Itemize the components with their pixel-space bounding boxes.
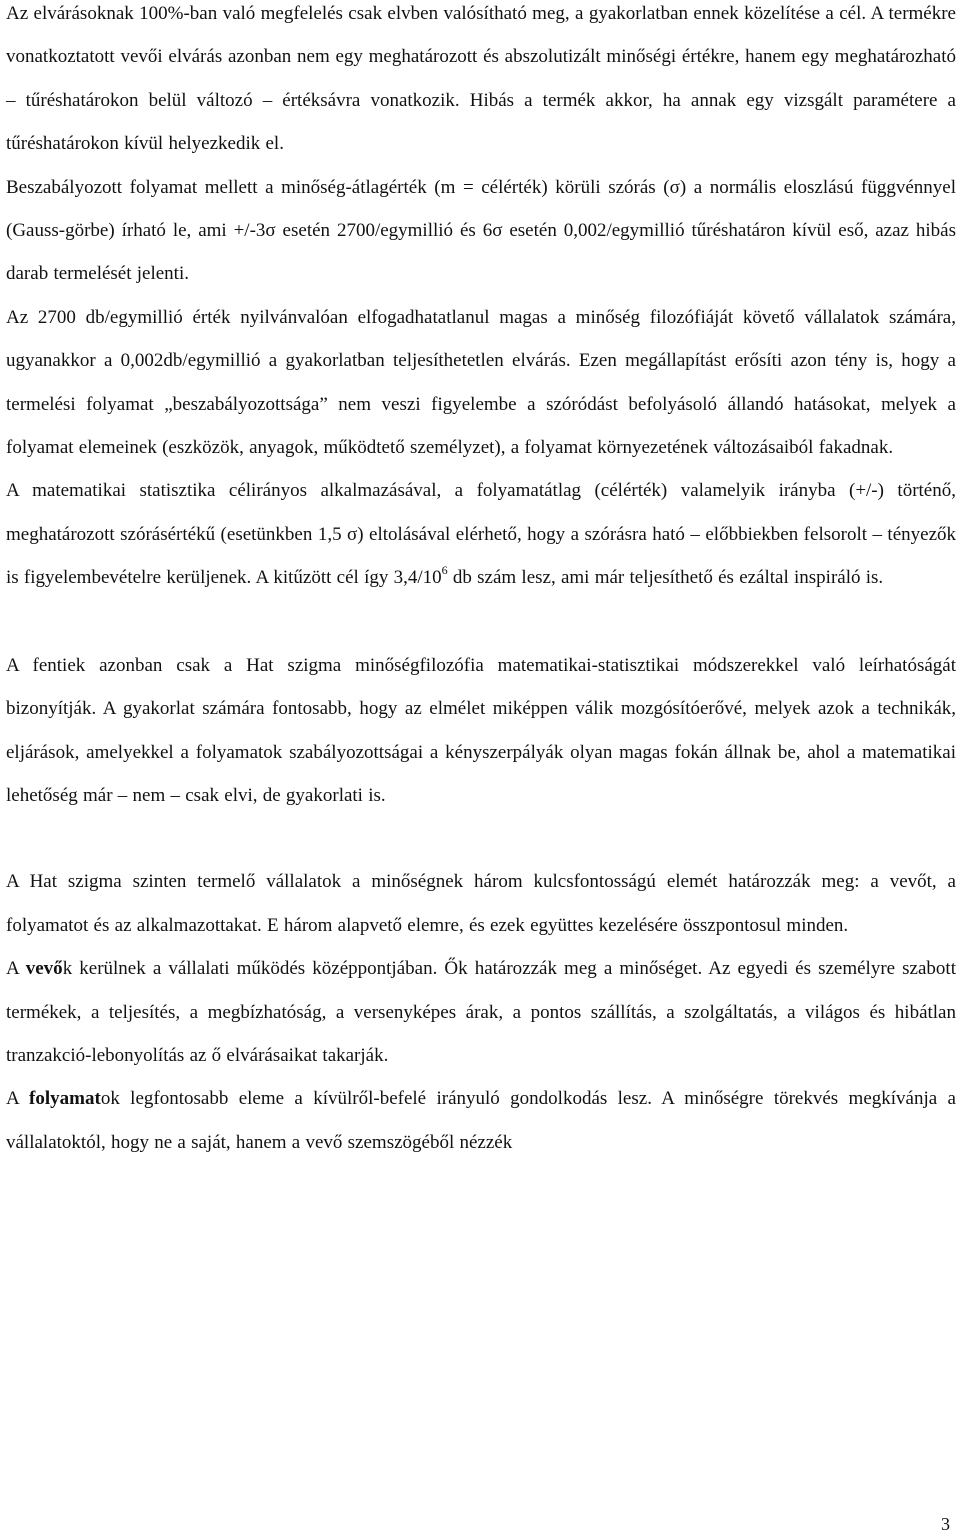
paragraph-standard-deviation: Beszabályozott folyamat mellett a minőség-átlagérték (m = célérték) körüli szórás (σ) a normális eloszlású függvénnyel (Gauss-görbe) írható le, ami +/-3σ esetén 2700/egymillió és 6σ esetén 0,002/egymillió tűréshatáron kívül eső, azaz hibás darab termelését jelenti. (6, 176, 956, 285)
document-page (6, 0, 956, 1164)
superscript-exponent: 6 (441, 563, 448, 578)
paragraph-text: A matematikai statisztika célirányos alkalmazásával, a folyamatátlag (célérték) valamelyik irányba (+/-) történő, meghatározott szórásértékű (esetünkben 1,5 σ) eltolásával elérhető, hogy a szórásra ható – előbbiekben felsorolt – tényezők is figyelembevételre kerüljenek. A kitűzött cél így 3,4/10 (6, 480, 956, 589)
paragraph-gap (6, 817, 956, 860)
paragraph-three-elements: A Hat szigma szinten termelő vállalatok a minőségnek három kulcsfontosságú elemét határozzák meg: a vevőt, a folyamatot és az alkalmazottakat. E három alapvető elemre, és ezek együttes kezelésére összpontosul minden. (6, 871, 956, 936)
paragraph-mathematical-statistics (6, 469, 956, 599)
paragraph-customers (6, 947, 956, 1077)
paragraph-text: db szám lesz, ami már teljesíthető és ezáltal inspiráló is. (447, 567, 884, 589)
paragraph-text: k kerülnek a vállalati működés középpontjában. Ők határozzák meg a minőséget. Az egyedi és személyre szabott termékek, a teljesítés, a megbízhatóság, a versenyképes árak, a pontos szállítás, a szolgáltatás, a világos és hibátlan tranzakció-lebonyolítás az ő elvárásaikat takarják. (6, 958, 956, 1066)
page-number: 3 (941, 1514, 950, 1534)
paragraph-text: A (6, 1088, 30, 1110)
paragraph-text: A (6, 958, 26, 980)
paragraph-six-sigma-philosophy: A fentiek azonban csak a Hat szigma minőségfilozófia matematikai-statisztikai módszerekkel való leírhatóságát bizonyítják. A gyakorlat számára fontosabb, hogy az elmélet miképpen válik mozgósítóerővé, melyek azok a technikák, eljárások, amelyekkel a folyamatok szabályozottságai a kényszerpályák olyan magas fokán állnak be, ahol a matematikai lehetőség már – nem – csak elvi, de gyakorlati is. (6, 654, 956, 806)
bold-term-customer: vevő (25, 958, 63, 980)
paragraph-unacceptable-value: Az 2700 db/egymillió érték nyilvánvalóan elfogadhatatlanul magas a minőség filozófiáját követő vállalatok számára, ugyanakkor a 0,002db/egymillió a gyakorlatban teljesíthetetlen elvárás. Ezen megállapítást erősíti azon tény is, hogy a termelési folyamat „beszabályozottsága” nem veszi figyelembe a szóródást befolyásoló állandó hatásokat, melyek a folyamat elemeinek (eszközök, anyagok, működtető személyzet), a folyamat környezetének változásaiból fakadnak. (6, 306, 956, 459)
paragraph-expectations: Az elvárásoknak 100%-ban való megfelelés csak elvben valósítható meg, a gyakorlatban ennek közelítése a cél. A termékre vonatkoztatott vevői elvárás azonban nem egy meghatározott és abszolutizált minőségi értékre, hanem egy meghatározható – tűréshatárokon belül változó – értéksávra vonatkozik. Hibás a termék akkor, ha annak egy vizsgált paramétere a tűréshatárokon kívül helyezkedik el. (6, 3, 956, 155)
bold-term-process: folyamat (29, 1088, 101, 1110)
paragraph-gap (6, 600, 956, 644)
paragraph-text: ok legfontosabb eleme a kívülről-befelé irányuló gondolkodás lesz. A minőségre törekvés megkívánja a vállalatoktól, hogy ne a saját, hanem a vevő szemszögéből nézzék (6, 1088, 956, 1153)
paragraph-processes (6, 1077, 956, 1164)
